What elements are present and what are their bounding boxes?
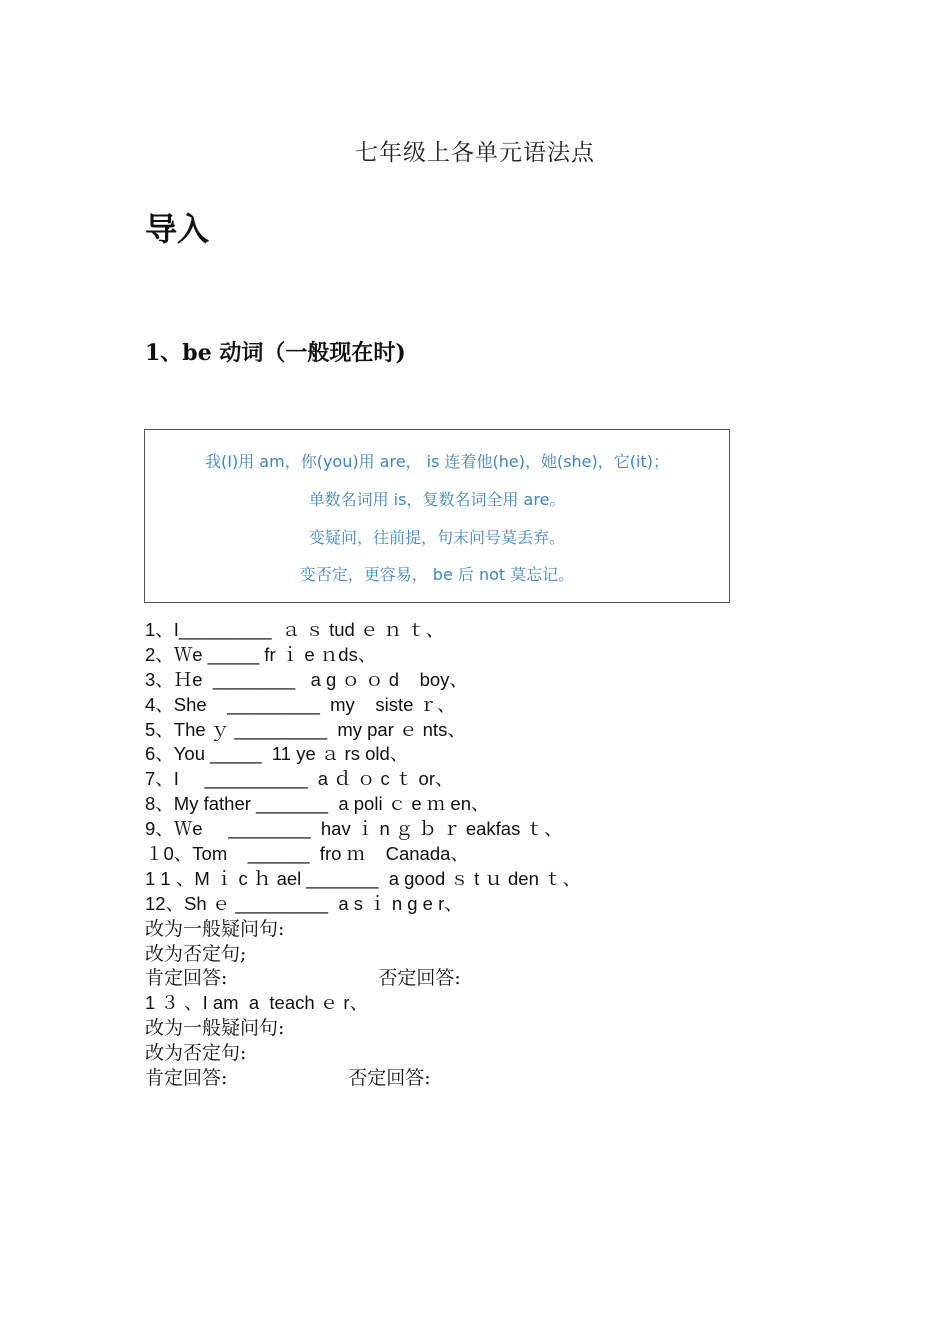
section-heading: 导入 [145, 210, 210, 248]
rule-line: 变否定，更容易， be 后 not 莫忘记。 [299, 565, 575, 584]
rule-line: 单数名词用 is，复数名词全用 are。 [308, 490, 566, 509]
answer-line: 肯定回答: 否定回答: [145, 967, 461, 990]
exercise-item: 12、Sh ｅ _________ a s ｉ n g e r、 [145, 892, 463, 914]
exercise-item: 9、Ｗe ________ hav ｉ n ｇ ｂ ｒ eakfas ｔ、 [145, 818, 563, 840]
exercise-item: 1 ３ 、I am a teach ｅ r、 [145, 992, 369, 1014]
grammar-rule-box [144, 429, 730, 603]
document-title: 七年级上各单元语法点 [355, 140, 595, 166]
exercise-item: 7、I __________ a ｄ ｏ c ｔ or、 [145, 768, 454, 790]
exercise-item: 3、Ｈe ________ a g ｏ ｏ d boy、 [145, 668, 468, 690]
sub-heading: 1、be 动词（一般现在时) [145, 340, 406, 366]
rule-line: 变疑问，往前提，句末问号莫丢弃。 [308, 528, 565, 547]
exercise-item: １0、Tom ______ fro ｍ Canada、 [145, 843, 469, 865]
exercise-item: 8、My father _______ a poli ｃ e ｍ en、 [145, 793, 490, 815]
instruction-line: 改为否定句: [145, 1042, 247, 1065]
exercise-list [145, 618, 845, 1091]
rule-line: 我(I)用 am，你(you)用 are， is 连着他(he)，她(she)，它(it)； [205, 452, 669, 471]
exercise-item: 5、The ｙ _________ my par ｅ nts、 [145, 718, 466, 740]
exercise-item: 1、I_________ ａ ｓ tud ｅ ｎ ｔ、 [145, 619, 445, 640]
instruction-line: 改为一般疑问句: [145, 1017, 285, 1040]
instruction-line: 改为否定句; [145, 942, 247, 965]
exercise-item: 1 1 、M ｉ c ｈ ael _______ a good ｓ t ｕ den ｔ、 [145, 867, 581, 889]
instruction-line: 改为一般疑问句: [145, 917, 285, 940]
answer-line: 肯定回答: 否定回答: [145, 1067, 431, 1090]
exercise-item: 6、You _____ 11 ye ａ rs old、 [145, 743, 409, 765]
exercise-item: 4、She _________ my siste ｒ、 [145, 693, 456, 715]
exercise-item: 2、Ｗe _____ fr ｉ e ｎds、 [145, 643, 377, 665]
